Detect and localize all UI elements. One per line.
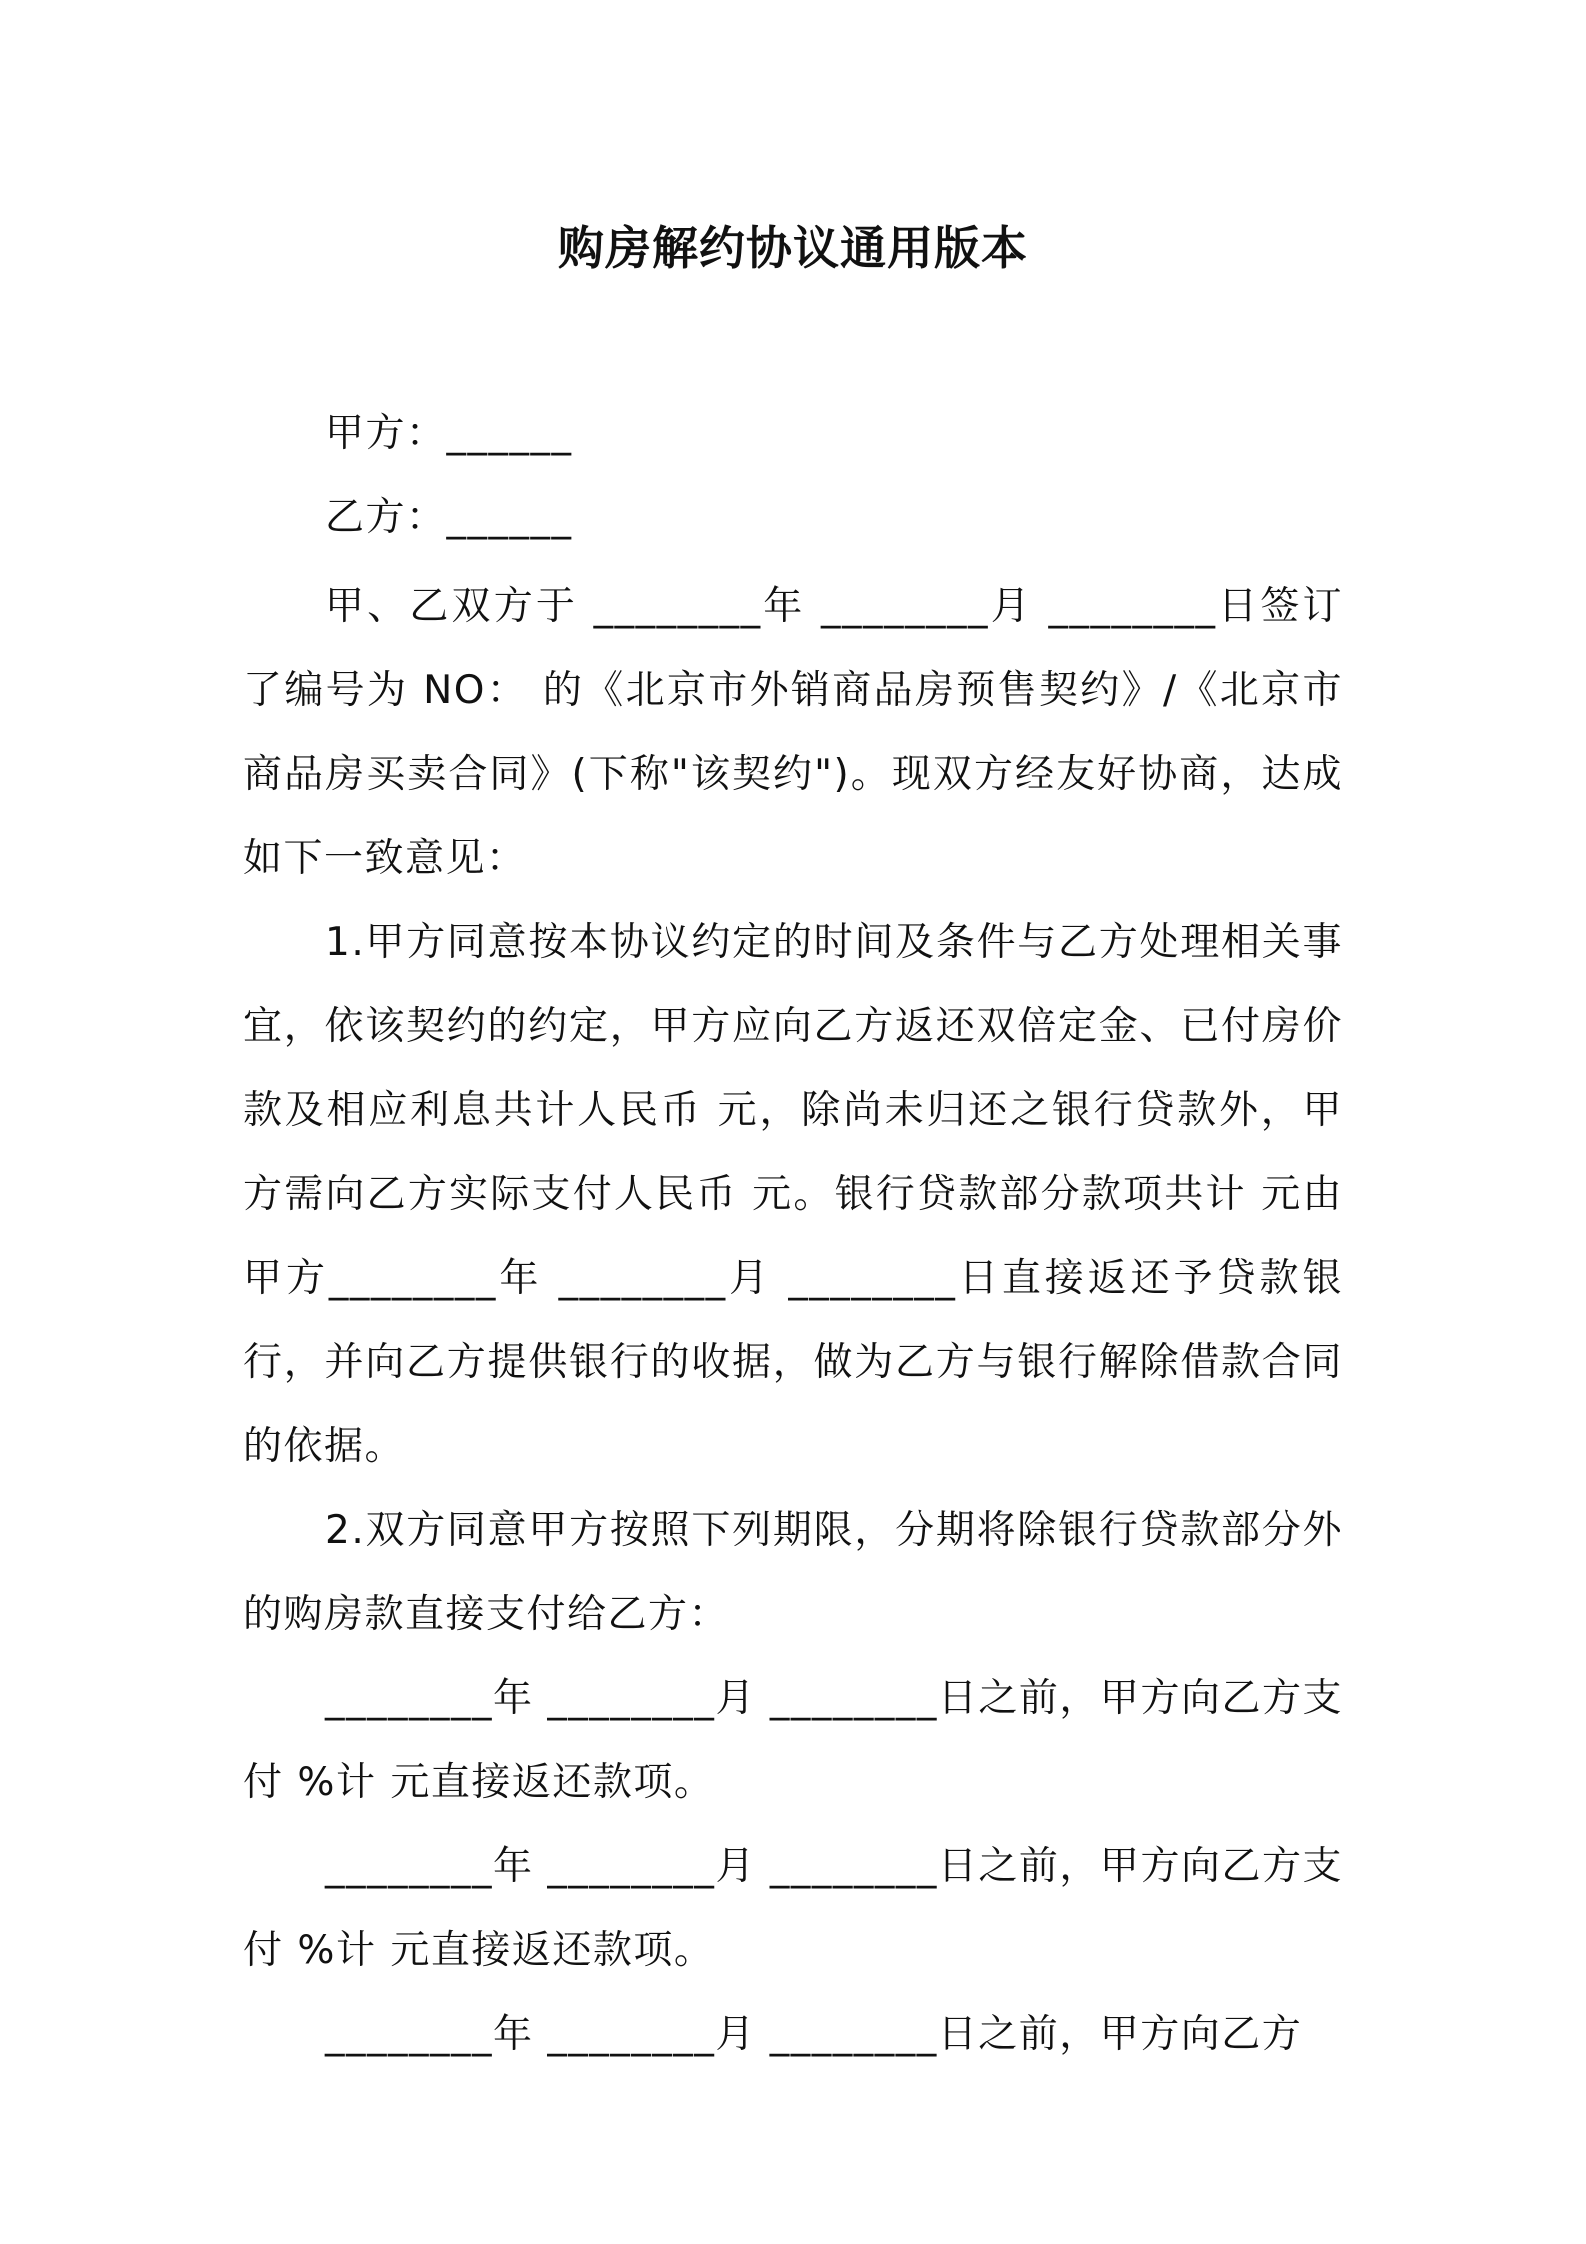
paragraph-installment-3: ________年 ________月 ________日之前，甲方向乙方 — [325, 2012, 1303, 2057]
paragraph-clause-1: 1.甲方同意按本协议约定的时间及条件与乙方处理相关事宜，依该契约的约定，甲方应向乙方返还双倍定金、已付房价款及相应利息共计人民币 元，除尚未归还之银行贷款外，甲方需向乙方实际支付人民币 元。银行贷款部分款项共计 元由甲方________年 ________月 ________日直接返还予贷款银行，并向乙方提供银行的收据，做为乙方与银行解除借款合同的依据。 — [243, 920, 1343, 1469]
paragraph-installment-2: ________年 ________月 ________日之前，甲方向乙方支付 %计 元直接返还款项。 — [243, 1844, 1343, 1973]
document-title: 购房解约协议通用版本 — [558, 221, 1028, 275]
paragraph-installment-1: ________年 ________月 ________日之前，甲方向乙方支付 %计 元直接返还款项。 — [243, 1676, 1343, 1805]
paragraph-clause-2: 2.双方同意甲方按照下列期限，分期将除银行贷款部分外的购房款直接支付给乙方： — [243, 1508, 1343, 1637]
paragraph-intro: 甲、乙双方于 ________年 ________月 ________日签订了编号为 NO： 的《北京市外销商品房预售契约》/《北京市商品房买卖合同》(下称"该契约")。现双方经友好协商，达成如下一致意见： — [243, 584, 1343, 881]
party-a-line: 甲方：______ — [325, 411, 573, 456]
document-body — [243, 565, 1343, 2077]
party-b-line: 乙方：______ — [325, 495, 573, 540]
